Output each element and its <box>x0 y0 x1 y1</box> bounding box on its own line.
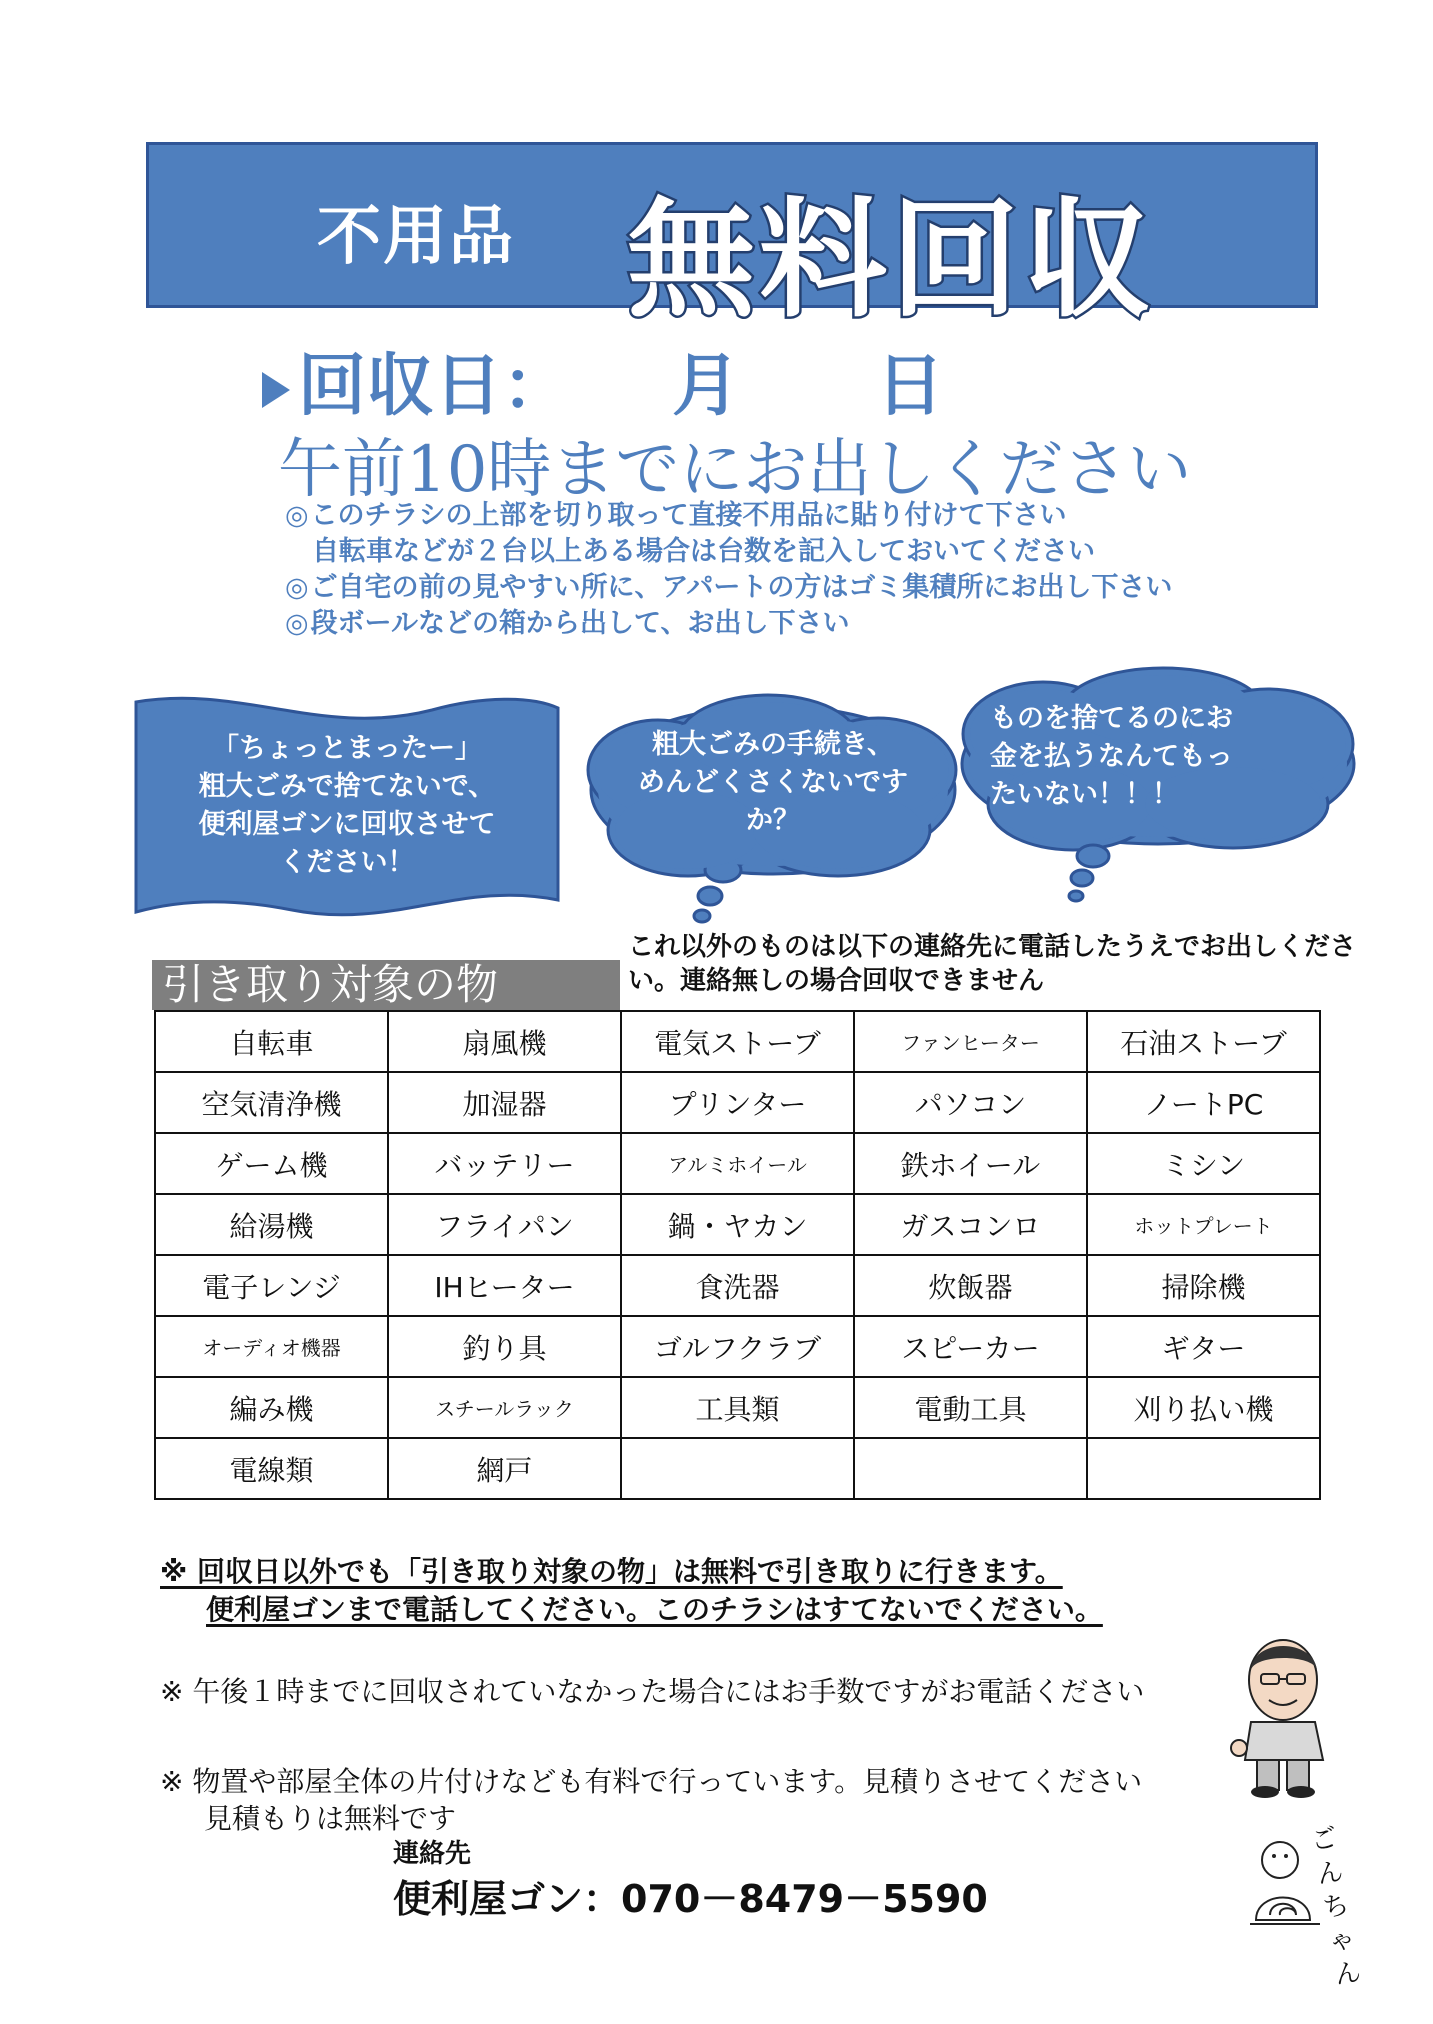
table-cell <box>854 1438 1087 1499</box>
table-cell: ゴルフクラブ <box>621 1316 854 1377</box>
table-cell: スチールラック <box>388 1377 621 1438</box>
table-cell: ギター <box>1087 1316 1320 1377</box>
pickup-time-note: ※ 午後１時までに回収されていなかった場合にはお手数ですがお電話ください <box>160 1675 1145 1708</box>
cloud-callout-right-text: ものを捨てるのにお 金を払うなんてもっ たいない！！！ <box>990 703 1233 810</box>
banner-subtitle: 不用品 <box>317 200 515 274</box>
table-cell: 空気清浄機 <box>155 1072 388 1133</box>
instruction-3: ◎ご自宅の前の見やすい所に、アパートの方はゴミ集積所にお出し下さい <box>285 572 1173 603</box>
table-cell: バッテリー <box>388 1133 621 1194</box>
free-pickup-notice-2: 便利屋ゴンまで電話してください。このチラシはすてないでください。 <box>206 1593 1103 1626</box>
bullet-mark: ◎ <box>285 608 309 639</box>
table-cell <box>621 1438 854 1499</box>
collection-date <box>262 332 944 429</box>
instruction-2: 自転車などが２台以上ある場合は台数を記入しておいてください <box>312 536 1095 567</box>
table-cell: 炊飯器 <box>854 1255 1087 1316</box>
table-cell: フライパン <box>388 1194 621 1255</box>
table-cell: 自転車 <box>155 1011 388 1072</box>
table-cell: 網戸 <box>388 1438 621 1499</box>
bullet-mark: ◎ <box>285 572 309 603</box>
triangle-right-icon <box>262 372 290 408</box>
table-cell: 電動工具 <box>854 1377 1087 1438</box>
mascot-caption: ごんちゃん <box>1308 1823 1364 1991</box>
table-cell: ミシン <box>1087 1133 1320 1194</box>
table-row <box>155 1255 1320 1316</box>
table-cell <box>1087 1438 1320 1499</box>
table-row <box>155 1133 1320 1194</box>
table-cell: 編み機 <box>155 1377 388 1438</box>
table-row <box>155 1377 1320 1438</box>
table-row <box>155 1316 1320 1377</box>
mascot-man-illustration <box>1225 1630 1345 1800</box>
other-items-note: これ以外のものは以下の連絡先に電話したうえでお出しください。連絡無しの場合回収できません <box>628 932 1357 996</box>
table-cell: 工具類 <box>621 1377 854 1438</box>
table-cell: ホットプレート <box>1087 1194 1320 1255</box>
table-cell: 鍋・ヤカン <box>621 1194 854 1255</box>
table-row <box>155 1011 1320 1072</box>
deadline-text: 午前10時までにお出しください <box>278 433 1192 507</box>
table-cell: プリンター <box>621 1072 854 1133</box>
paid-service-note-2: 見積もりは無料です <box>204 1802 457 1835</box>
table-row <box>155 1438 1320 1499</box>
table-cell: ノートPC <box>1087 1072 1320 1133</box>
instruction-1: ◎このチラシの上部を切り取って直接不用品に貼り付けて下さい <box>285 500 1067 531</box>
table-cell: 電気ストーブ <box>621 1011 854 1072</box>
table-cell: パソコン <box>854 1072 1087 1133</box>
title-banner <box>146 142 1318 335</box>
table-row <box>155 1072 1320 1133</box>
table-cell: 鉄ホイール <box>854 1133 1087 1194</box>
table-cell: 給湯機 <box>155 1194 388 1255</box>
table-cell: ガスコンロ <box>854 1194 1087 1255</box>
table-cell: 電子レンジ <box>155 1255 388 1316</box>
table-cell: 釣り具 <box>388 1316 621 1377</box>
table-cell: 石油ストーブ <box>1087 1011 1320 1072</box>
table-cell: 加湿器 <box>388 1072 621 1133</box>
table-row <box>155 1194 1320 1255</box>
paid-service-note-1: ※ 物置や部屋全体の片付けなども有料で行っています。見積りさせてください <box>160 1765 1143 1798</box>
contact-phone: 便利屋ゴン：070－8479－5590 <box>393 1877 988 1921</box>
table-cell: アルミホイール <box>621 1133 854 1194</box>
flag-callout-text: 「ちょっとまったー」 粗大ごみで捨てないで、 便利屋ゴンに回収させて ください！ <box>198 733 496 878</box>
cloud-callout-left-text: 粗大ごみの手続き、 めんどくさくないです か？ <box>638 729 908 836</box>
table-cell: 扇風機 <box>388 1011 621 1072</box>
contact-label: 連絡先 <box>393 1839 472 1869</box>
table-cell: オーディオ機器 <box>155 1316 388 1377</box>
bullet-mark: ◎ <box>285 500 309 531</box>
table-cell: スピーカー <box>854 1316 1087 1377</box>
collection-date-label: 回収日： 月 日 <box>298 347 945 426</box>
table-cell: 掃除機 <box>1087 1255 1320 1316</box>
table-cell: 食洗器 <box>621 1255 854 1316</box>
table-cell: 刈り払い機 <box>1087 1377 1320 1438</box>
table-cell: ゲーム機 <box>155 1133 388 1194</box>
table-cell: 電線類 <box>155 1438 388 1499</box>
banner-title: 無料回収 <box>627 186 1156 335</box>
table-cell: ファンヒーター <box>854 1011 1087 1072</box>
table-title: 引き取り対象の物 <box>152 960 620 1010</box>
items-table <box>154 1010 1321 1500</box>
instruction-4: ◎段ボールなどの箱から出して、お出し下さい <box>285 608 850 639</box>
table-cell: IHヒーター <box>388 1255 621 1316</box>
free-pickup-notice-1: ※ 回収日以外でも「引き取り対象の物」は無料で引き取りに行きます。 <box>160 1555 1063 1588</box>
